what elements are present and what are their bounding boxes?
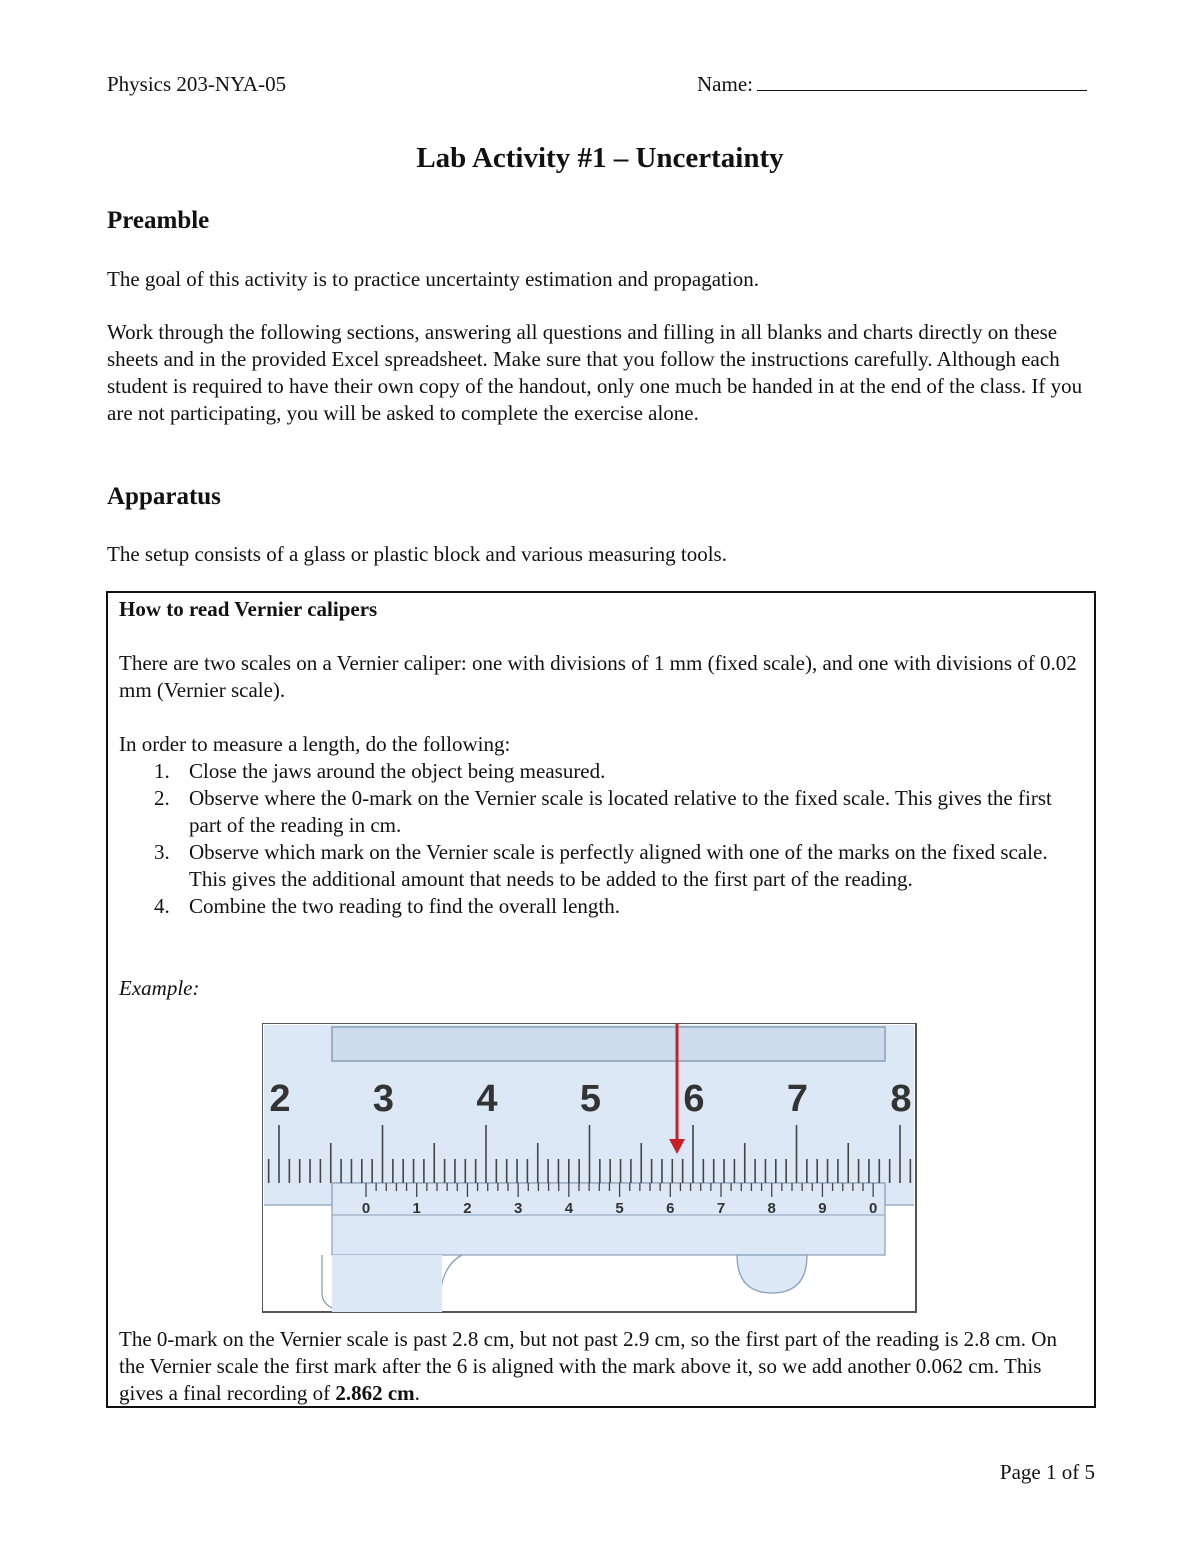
page-number: Page 1 of 5 xyxy=(999,1460,1095,1484)
list-item: 1. Close the jaws around the object being measured. xyxy=(154,759,606,783)
name-blank-line xyxy=(757,72,1087,91)
vernier-lead: In order to measure a length, do the following: xyxy=(119,732,511,756)
fixed-scale-label: 6 xyxy=(683,1078,705,1120)
fixed-scale-label: 3 xyxy=(372,1078,395,1120)
fixed-scale-label: 5 xyxy=(579,1078,602,1120)
vernier-scale-label: 5 xyxy=(615,1200,624,1217)
lower-jaw xyxy=(332,1255,442,1312)
vernier-caliper-figure xyxy=(262,1023,918,1313)
vernier-intro: There are two scales on a Vernier caliper: one with divisions of 1 mm (fixed scale), and one with divisions of 0.02 mm (Vernier scale). xyxy=(119,651,1077,702)
vernier-caliper-illustration xyxy=(262,1023,918,1313)
preamble-heading: Preamble xyxy=(107,207,210,234)
vernier-scale-label: 2 xyxy=(463,1200,472,1217)
name-label: Name: xyxy=(697,72,753,96)
vernier-scale-label: 9 xyxy=(818,1200,827,1217)
course-code: Physics 203-NYA-05 xyxy=(107,72,287,96)
fixed-scale-label: 8 xyxy=(890,1078,912,1120)
vernier-box-title: How to read Vernier calipers xyxy=(119,597,378,621)
fixed-scale-label: 7 xyxy=(786,1078,809,1120)
caliper-top-bar xyxy=(332,1027,885,1061)
list-item: 2. Observe where the 0-mark on the Vernier scale is located relative to the fixed scale. This gives the first part of the reading in cm. xyxy=(154,786,1052,837)
fixed-scale-label: 2 xyxy=(269,1078,291,1120)
vernier-scale-label: 7 xyxy=(716,1200,726,1217)
vernier-scale-label: 8 xyxy=(767,1200,776,1217)
preamble-paragraph-1: The goal of this activity is to practice uncertainty estimation and propagation. xyxy=(107,267,759,291)
list-item: 3. Observe which mark on the Vernier scale is perfectly aligned with one of the marks on the fixed scale. This gives the additional amount that needs to be added to the first part of the reading. xyxy=(154,840,1048,891)
fixed-scale-label: 4 xyxy=(476,1078,498,1120)
example-label: Example: xyxy=(119,976,200,1000)
example-conclusion: The 0-mark on the Vernier scale is past 2.8 cm, but not past 2.9 cm, so the first part of the reading is 2.8 cm. On the Vernier scale the first mark after the 6 is aligned with the mark above it, so we add another 0.062 cm. This gives a final recording of 2.862 cm. xyxy=(119,1327,1057,1405)
apparatus-heading: Apparatus xyxy=(107,483,221,510)
vernier-scale-label: 0 xyxy=(361,1200,371,1217)
preamble-paragraph-2: Work through the following sections, answering all questions and filling in all blanks and charts directly on these sheets and in the provided Excel spreadsheet. Make sure that you follow the instructions carefully. Although each student is required to have their own copy of the handout, only one much be handed in at the end of the class. If you are not participating, you will be asked to complete the exercise alone. xyxy=(107,320,1083,425)
vernier-scale-label: 4 xyxy=(564,1200,574,1217)
vernier-steps-list xyxy=(119,758,1087,920)
vernier-scale-label: 1 xyxy=(412,1200,421,1217)
vernier-slider xyxy=(332,1183,885,1255)
apparatus-paragraph: The setup consists of a glass or plastic block and various measuring tools. xyxy=(107,542,727,566)
list-item: 4. Combine the two reading to find the overall length. xyxy=(154,894,620,918)
page-title: Lab Activity #1 – Uncertainty xyxy=(416,142,784,174)
vernier-scale-label: 3 xyxy=(513,1200,523,1217)
vernier-scale-label: 6 xyxy=(666,1200,675,1217)
vernier-scale-label: 0 xyxy=(868,1200,878,1217)
name-field xyxy=(697,72,1087,97)
final-reading: 2.862 cm xyxy=(335,1381,415,1405)
